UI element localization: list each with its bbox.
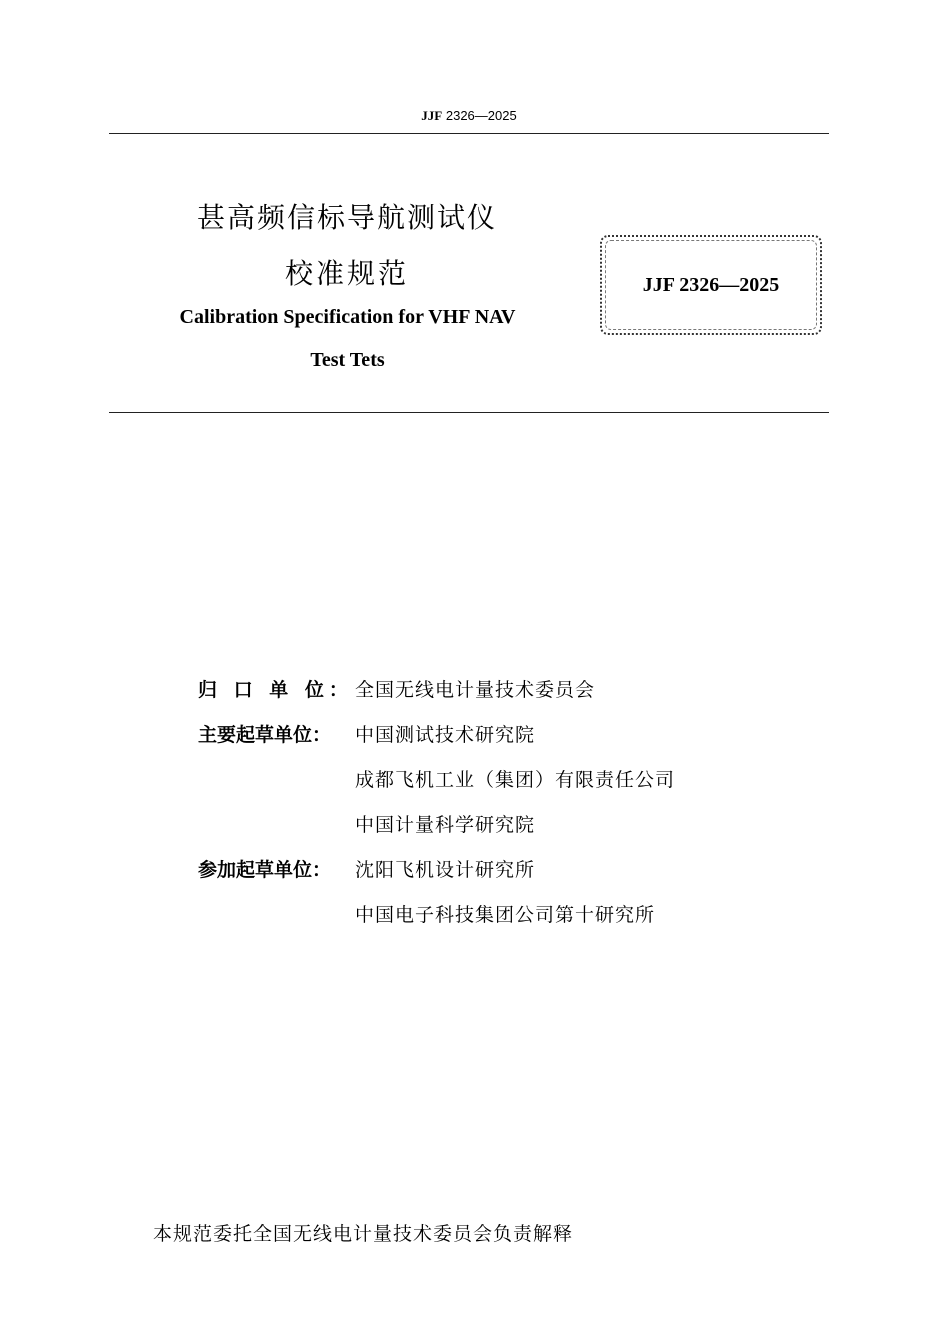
standard-code-text: JJF 2326—2025: [642, 273, 780, 296]
responsible-unit-row: [198, 678, 595, 702]
participating-unit-1: 沈阳飞机设计研究所: [355, 859, 536, 881]
header-code-number: 2326—2025: [445, 108, 517, 123]
title-chinese-line2: 校准规范: [284, 257, 409, 290]
responsible-unit-label: 归 口 单 位：: [198, 679, 353, 701]
title-chinese-line1: 甚高频信标导航测试仪: [196, 201, 497, 234]
standard-code-box: [600, 235, 822, 335]
participating-row: [198, 858, 535, 882]
participating-unit-2: 中国电子科技集团公司第十研究所: [355, 904, 656, 926]
interpretation-note: 本规范委托全国无线电计量技术委员会负责解释: [153, 1223, 574, 1245]
main-drafting-unit-1: 中国测试技术研究院: [355, 724, 536, 746]
responsible-unit-value: 全国无线电计量技术委员会: [355, 679, 596, 701]
header-standard-code: [0, 108, 938, 124]
main-drafting-unit-3: 中国计量科学研究院: [355, 814, 536, 836]
title-english-line2: Test Tets: [310, 349, 385, 371]
header-code-prefix: JJF: [421, 108, 443, 123]
participating-label: 参加起草单位：: [198, 859, 332, 881]
main-drafting-row: [198, 723, 535, 747]
title-english-line1: Calibration Specification for VHF NAV: [179, 306, 516, 328]
main-drafting-label: 主要起草单位：: [198, 724, 332, 746]
middle-divider: [109, 412, 829, 413]
top-divider: [109, 133, 829, 134]
main-drafting-unit-2: 成都飞机工业（集团）有限责任公司: [355, 769, 676, 791]
